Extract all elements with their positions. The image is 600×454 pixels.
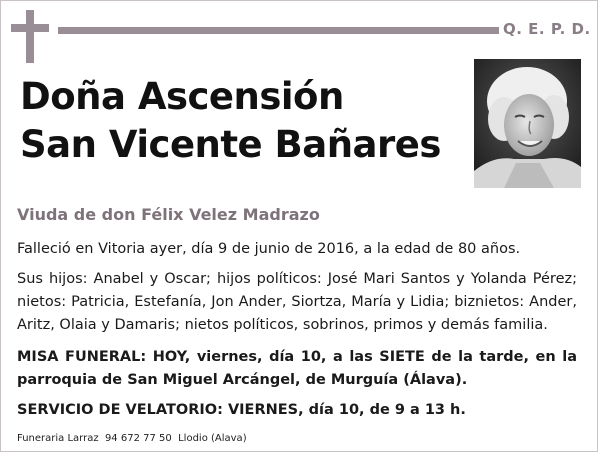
funeral-mass-text: MISA FUNERAL: HOY, viernes, día 10, a las SIETE de la tarde, en la parroquia de San Miguel Arcángel, de Murguía (Álava). [17, 349, 577, 388]
qepd-label: Q. E. P. D. [503, 20, 591, 38]
deceased-name [20, 73, 441, 169]
name-line-1: Doña Ascensión [20, 75, 344, 118]
funeral-home-footer: Funeraria Larraz 94 672 77 50 Llodio (Alava) [17, 433, 247, 444]
wake-service-text: SERVICIO DE VELATORIO: VIERNES, día 10, de 9 a 13 h. [17, 402, 466, 418]
family-text: Sus hijos: Anabel y Oscar; hijos políticos: José Mari Santos y Yolanda Pérez; nietos: Patricia, Estefanía, Jon Ander, Siortza, María y Lidia; biznietos: Ander, Aritz, Olaia y Damaris; nietos políticos, sobrinos, primos y demás familia. [17, 271, 577, 333]
portrait-photo [474, 59, 581, 188]
cross-icon [11, 10, 49, 63]
death-notice-text: Falleció en Vitoria ayer, día 9 de junio de 2016, a la edad de 80 años. [17, 241, 521, 257]
header-divider [58, 27, 499, 34]
name-line-2: San Vicente Bañares [20, 123, 441, 166]
widow-subtitle: Viuda de don Félix Velez Madrazo [17, 205, 320, 224]
